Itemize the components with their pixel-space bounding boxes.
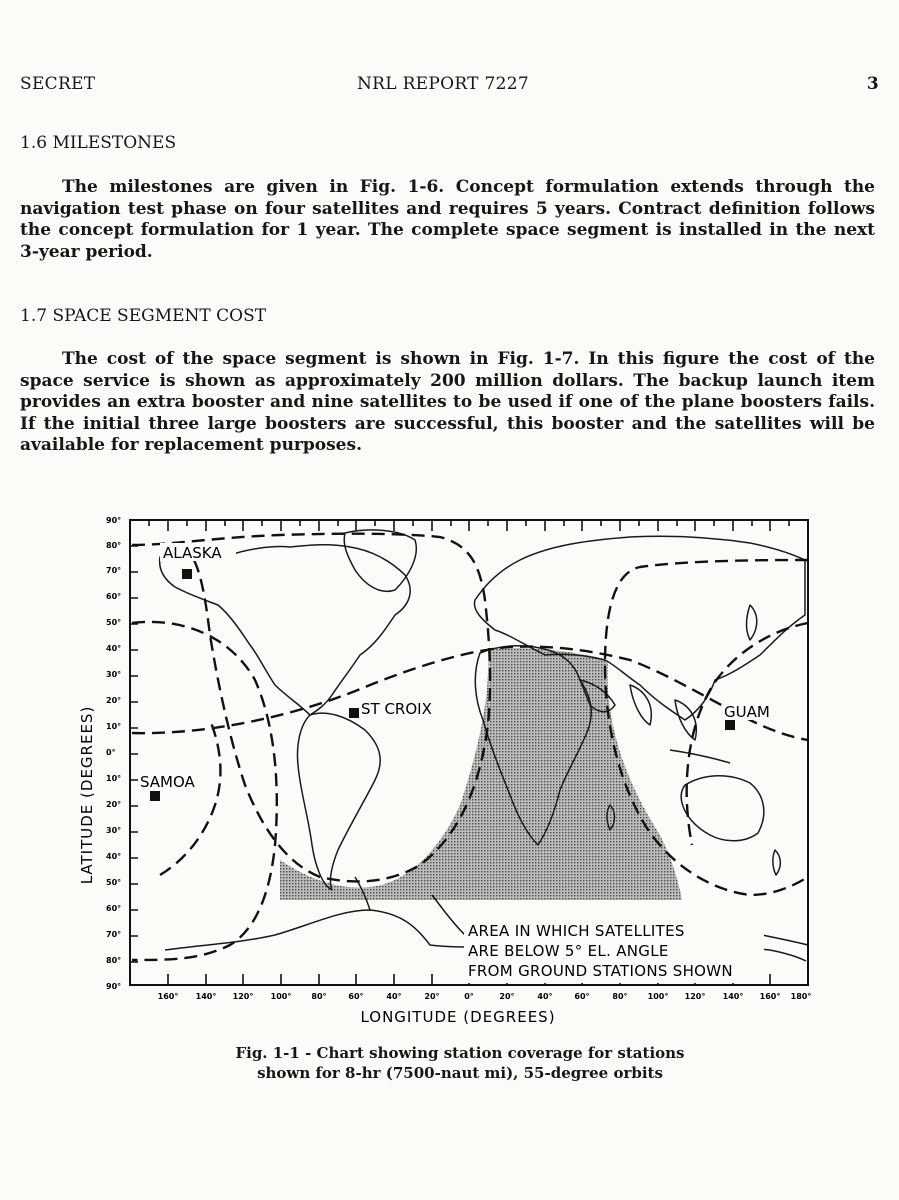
coverage-map (70, 505, 830, 1035)
lon-tick-label: 160° (759, 992, 781, 1001)
st-croix-boundary (132, 647, 808, 740)
report-number: NRL REPORT 7227 (357, 74, 529, 94)
station-label-samoa: SAMOA (140, 773, 195, 791)
lat-tick-label: 90° (106, 982, 122, 991)
lon-tick-label: 80° (311, 992, 327, 1001)
caption-line: shown for 8-hr (7500-naut mi), 55-degree orbits (257, 1064, 663, 1082)
japan (747, 605, 757, 640)
lat-tick-labels (106, 516, 121, 991)
lat-tick-label: 80° (106, 541, 122, 550)
australia (681, 776, 764, 841)
station-marker-samoa (150, 791, 160, 801)
station-marker-guam (725, 720, 735, 730)
lon-tick-label: 20° (424, 992, 440, 1001)
lon-tick-label: 140° (195, 992, 217, 1001)
lat-tick-label: 20° (106, 800, 122, 809)
lat-tick-label: 60° (106, 904, 122, 913)
lat-tick-label: 50° (106, 618, 122, 627)
lon-tick-label: 20° (499, 992, 515, 1001)
south-america (298, 713, 381, 890)
station-marker-st-croix (349, 708, 359, 718)
lat-tick-label: 10° (106, 774, 122, 783)
y-axis-label: LATITUDE (DEGREES) (78, 705, 96, 885)
page-number: 3 (866, 74, 879, 94)
annotation-line: FROM GROUND STATIONS SHOWN (468, 962, 733, 980)
lat-tick-label: 40° (106, 852, 122, 861)
lon-tick-label: 120° (684, 992, 706, 1001)
section-body-milestones: The milestones are given in Fig. 1-6. Concept formulation extends through the navigation test phase on four satellites and requires 5 years. Contract definition follows the concept formulation for 1 year. The complete space segment is installed in the next 3-year period. (20, 177, 875, 262)
lat-tick-label: 30° (106, 826, 122, 835)
section-title-space-segment-cost: 1.7 SPACE SEGMENT COST (20, 306, 267, 326)
lon-tick-label: 100° (647, 992, 669, 1001)
indonesia (670, 750, 730, 763)
lon-tick-label: 40° (537, 992, 553, 1001)
lon-tick-label: 140° (722, 992, 744, 1001)
lat-tick-label: 40° (106, 644, 122, 653)
guam-boundary-west (687, 623, 808, 845)
india (630, 685, 651, 725)
section-body-space-segment-cost: The cost of the space segment is shown in Fig. 1-7. In this figure the cost of the space service is shown as approximately 200 million dollars. The backup launch item provides an extra booster and nine satellites to be used if one of the plane boosters fails. If the initial three large boosters are successful, this booster and the satellites will be available for replacement purposes. (20, 349, 875, 455)
lat-tick-label: 70° (106, 566, 122, 575)
station-label-guam: GUAM (724, 703, 770, 721)
lat-tick-label: 0° (106, 748, 116, 757)
lon-tick-label: 60° (348, 992, 364, 1001)
section-title-milestones: 1.6 MILESTONES (20, 133, 177, 153)
alaska-boundary-lower (160, 720, 220, 875)
greenland (344, 530, 416, 591)
lat-tick-label: 50° (106, 878, 122, 887)
new-zealand (773, 850, 781, 875)
annotation-line: ARE BELOW 5° EL. ANGLE (468, 942, 669, 960)
lat-tick-label: 90° (106, 516, 122, 525)
coverage-map-figure (70, 505, 830, 1035)
station-marker-alaska (182, 569, 192, 579)
station-label-alaska: ALASKA (163, 544, 222, 562)
caption-line: Fig. 1-1 - Chart showing station coverage for stations (235, 1044, 685, 1062)
lat-tick-label: 80° (106, 956, 122, 965)
classification-header: SECRET (20, 74, 96, 94)
lat-tick-label: 30° (106, 670, 122, 679)
annotation-leader (432, 895, 465, 935)
x-axis-label: LONGITUDE (DEGREES) (360, 1008, 556, 1026)
lon-tick-label: 100° (270, 992, 292, 1001)
lat-tick-label: 60° (106, 592, 122, 601)
stations (150, 569, 735, 801)
figure-caption (150, 1043, 770, 1083)
lon-tick-label: 60° (574, 992, 590, 1001)
lon-tick-label: 0° (464, 992, 474, 1001)
lon-tick-label: 40° (386, 992, 402, 1001)
annotation-line: AREA IN WHICH SATELLITES (468, 922, 685, 940)
lon-tick-label: 80° (612, 992, 628, 1001)
lat-tick-label: 20° (106, 696, 122, 705)
lat-tick-label: 10° (106, 722, 122, 731)
lon-tick-labels (158, 992, 812, 1001)
lat-tick-label: 70° (106, 930, 122, 939)
station-label-st-croix: ST CROIX (361, 700, 432, 718)
lon-tick-label: 120° (232, 992, 254, 1001)
lon-tick-label: 160° (157, 992, 179, 1001)
lon-tick-label: 180° (790, 992, 812, 1001)
